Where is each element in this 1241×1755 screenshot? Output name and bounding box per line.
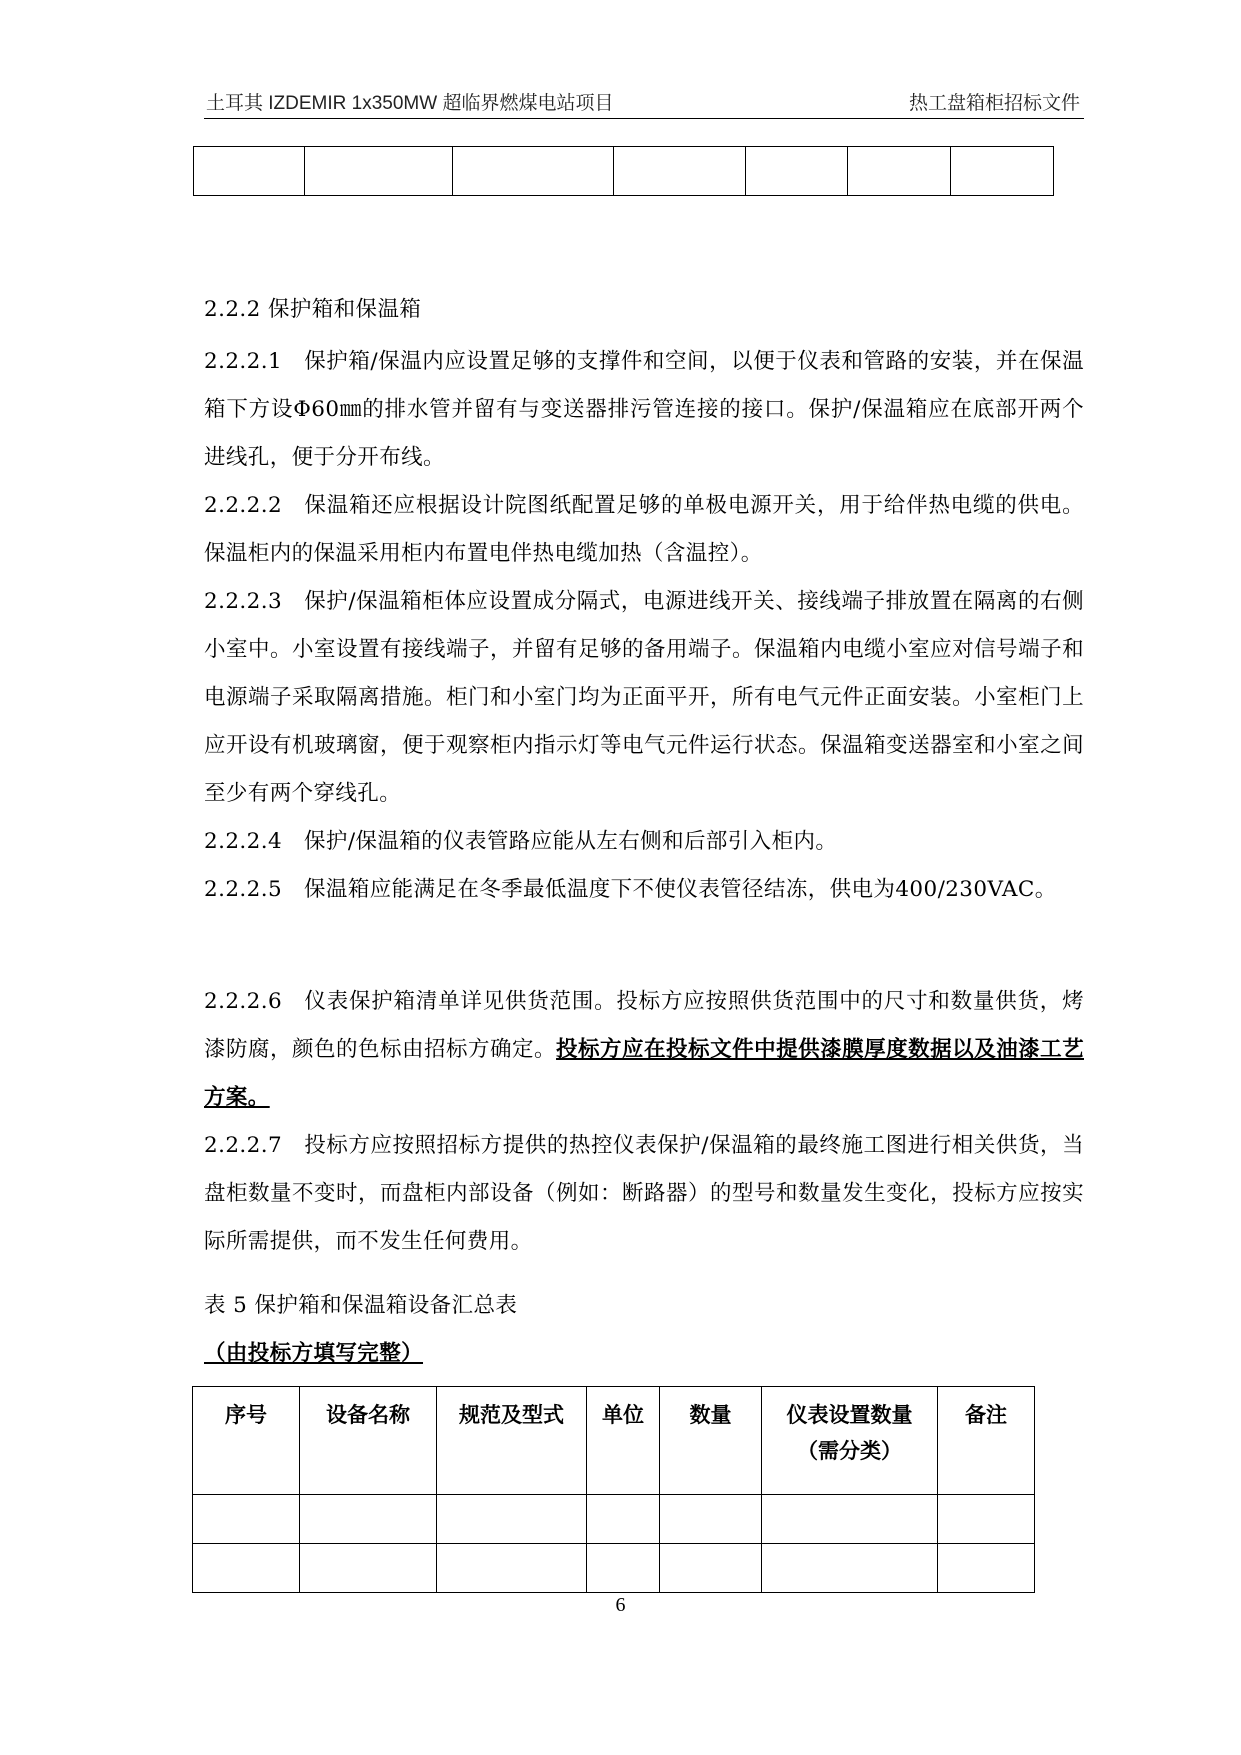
table-cell	[660, 1544, 762, 1593]
clause-text: 投标方应按照招标方提供的热控仪表保护/保温箱的最终施工图进行相关供货，当盘柜数量不变时，而盘柜内部设备（例如：断路器）的型号和数量发生变化，投标方应按实际所需提供，而不发生任何费用。	[204, 1133, 1084, 1254]
page-header	[204, 86, 1084, 119]
continued-table-fragment	[193, 146, 1054, 196]
column-header: 单位	[587, 1387, 660, 1495]
clause-number: 2.2.2.6	[204, 989, 283, 1014]
table-cell	[300, 1495, 437, 1544]
column-header: 备注	[938, 1387, 1035, 1495]
clause-text: 保护箱/保温内应设置足够的支撑件和空间，以便于仪表和管路的安装，并在保温箱下方设Φ60㎜的排水管并留有与变送器排污管连接的接口。保护/保温箱应在底部开两个进线孔，便于分开布线。	[204, 349, 1084, 470]
column-header: 设备名称	[300, 1387, 437, 1495]
clause-number: 2.2.2.7	[204, 1133, 283, 1158]
header-project-title: 土耳其 IZDEMIR 1x350MW 超临界燃煤电站项目	[206, 93, 614, 114]
clause-number: 2.2.2.1	[204, 349, 283, 374]
clause-number: 2.2.2.5	[204, 877, 283, 902]
clause-text: 保护/保温箱柜体应设置成分隔式，电源进线开关、接线端子排放置在隔离的右侧小室中。小室设置有接线端子，并留有足够的备用端子。保温箱内电缆小室应对信号端子和电源端子采取隔离措施。柜门和小室门均为正面平开，所有电气元件正面安装。小室柜门上应开设有机玻璃窗，便于观察柜内指示灯等电气元件运行状态。保温箱变送器室和小室之间至少有两个穿线孔。	[204, 589, 1084, 806]
table-cell	[848, 147, 951, 196]
table-cell	[437, 1495, 587, 1544]
header-document-title: 热工盘箱柜招标文件	[908, 93, 1080, 114]
table-cell	[762, 1495, 938, 1544]
paragraph-2-2-2-5	[204, 866, 1084, 914]
emphasis-text: 投标方应在投标文件中提供漆膜厚度数据以及油漆工艺方案。	[204, 1037, 1084, 1110]
table-cell	[614, 147, 746, 196]
column-header-line: （需分类）	[797, 1439, 902, 1463]
clause-text: 保温箱还应根据设计院图纸配置足够的单极电源开关，用于给伴热电缆的供电。保温柜内的保温采用柜内布置电伴热电缆加热（含温控）。	[204, 493, 1084, 566]
table-row	[193, 1495, 1035, 1544]
table-row	[194, 147, 1054, 196]
table-cell	[193, 1544, 300, 1593]
table-cell	[762, 1544, 938, 1593]
table-caption: 表 5 保护箱和保温箱设备汇总表	[204, 1293, 518, 1318]
table-cell	[951, 147, 1054, 196]
table-cell	[437, 1544, 587, 1593]
table-cell	[453, 147, 614, 196]
clause-number: 2.2.2.3	[204, 589, 283, 614]
column-header: 数量	[660, 1387, 762, 1495]
equipment-summary-table	[192, 1386, 1035, 1593]
table-cell	[305, 147, 453, 196]
table-cell	[300, 1544, 437, 1593]
table-cell	[660, 1495, 762, 1544]
clause-text: 保温箱应能满足在冬季最低温度下不使仪表管径结冻，供电为400/230VAC。	[304, 877, 1057, 902]
table-cell	[194, 147, 305, 196]
table-cell	[193, 1495, 300, 1544]
column-header-line: 仪表设置数量	[786, 1403, 913, 1427]
column-header	[762, 1387, 938, 1495]
clause-text: 保护/保温箱的仪表管路应能从左右侧和后部引入柜内。	[304, 829, 838, 854]
table-cell	[587, 1544, 660, 1593]
table-subcaption: （由投标方填写完整）	[204, 1341, 424, 1366]
paragraph-2-2-2-1	[204, 338, 1084, 482]
clause-text: 仪表保护箱清单详见供货范围。投标方应按照供货范围中的尺寸和数量供货，烤漆防腐，颜色的色标由招标方确定。	[204, 989, 1084, 1062]
table-header-row	[193, 1387, 1035, 1495]
column-header: 规范及型式	[437, 1387, 587, 1495]
clause-number: 2.2.2.2	[204, 493, 283, 518]
table-cell	[938, 1495, 1035, 1544]
table-cell	[938, 1544, 1035, 1593]
paragraph-2-2-2-4	[204, 818, 1084, 866]
clause-number: 2.2.2.4	[204, 829, 283, 854]
column-header: 序号	[193, 1387, 300, 1495]
paragraph-2-2-2-2	[204, 482, 1084, 578]
paragraph-2-2-2-7	[204, 1122, 1084, 1266]
section-heading: 2.2.2 保护箱和保温箱	[204, 297, 422, 322]
paragraph-2-2-2-3	[204, 578, 1084, 818]
table-cell	[587, 1495, 660, 1544]
page-number: 6	[615, 1594, 626, 1616]
table-row	[193, 1544, 1035, 1593]
paragraph-2-2-2-6	[204, 978, 1084, 1122]
table-cell	[746, 147, 848, 196]
